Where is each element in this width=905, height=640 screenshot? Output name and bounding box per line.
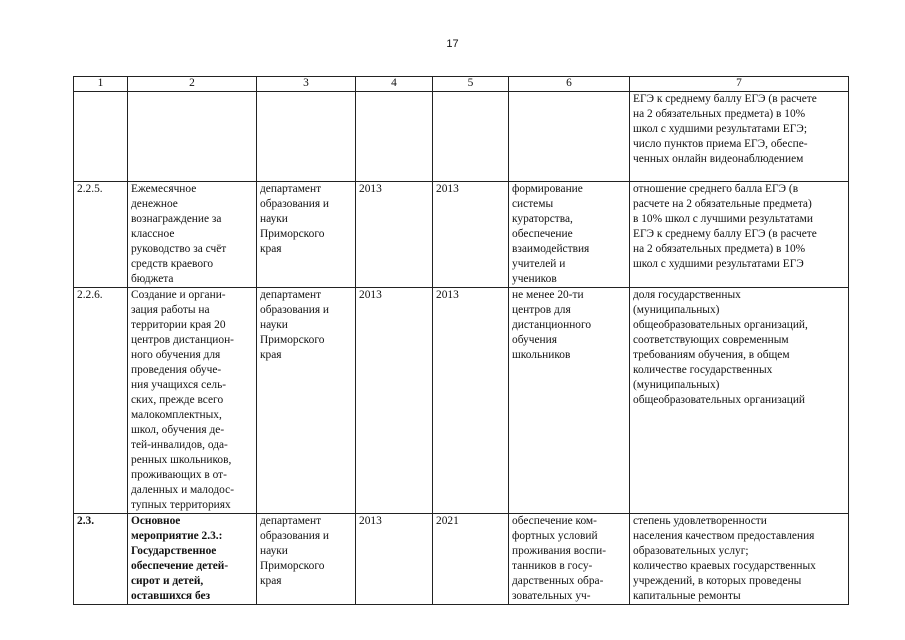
activity-name-cell — [128, 92, 257, 182]
table-row-2-3 — [74, 514, 849, 605]
table-row-2-2-6 — [74, 288, 849, 514]
activity-name-cell: Ежемесячное денежное вознаграждение за классное руководство за счёт средств краевого бюджета — [128, 182, 257, 288]
row-number-cell: 2.2.5. — [74, 182, 128, 288]
page-number: 17 — [446, 38, 459, 50]
indicator-cell: отношение среднего балла ЕГЭ (в расчете на 2 обязательные предмета) в 10% школ с лучшими результатами ЕГЭ к среднему баллу ЕГЭ (в расчете на 2 обязательных предмета) в 10% школ с худшими результатами ЕГЭ — [630, 182, 849, 288]
start-year-cell: 2013 — [356, 288, 433, 514]
column-header-5: 5 — [433, 77, 509, 92]
activity-name-cell: Основное мероприятие 2.3.: Государственное обеспечение детей- сирот и детей, оставшихся без — [128, 514, 257, 605]
executor-cell: департамент образования и науки Приморского края — [257, 514, 356, 605]
start-year-cell: 2013 — [356, 182, 433, 288]
row-number-cell — [74, 92, 128, 182]
column-header-1: 1 — [74, 77, 128, 92]
column-header-2: 2 — [128, 77, 257, 92]
expected-result-cell: формирование системы кураторства, обеспечение взаимодействия учителей и учеников — [509, 182, 630, 288]
indicator-cell: доля государственных (муниципальных) общеобразовательных организаций, соответствующих современным требованиям обучения, в общем количестве государственных (муниципальных) общеобразовательных организаций — [630, 288, 849, 514]
expected-result-cell — [509, 92, 630, 182]
column-header-4: 4 — [356, 77, 433, 92]
activity-name-cell: Создание и органи- зация работы на территории края 20 центров дистанцион- ного обучения для проведения обуче- ния учащихся сель- ских, прежде всего малокомплектных, школ, обучения де- тей-инвалидов, ода- ренных школьников, проживающих в от- даленных и малодос- тупных территориях — [128, 288, 257, 514]
expected-result-cell: не менее 20-ти центров для дистанционного обучения школьников — [509, 288, 630, 514]
program-activities-table — [73, 76, 849, 605]
row-number-cell: 2.3. — [74, 514, 128, 605]
end-year-cell: 2013 — [433, 182, 509, 288]
column-header-7: 7 — [630, 77, 849, 92]
start-year-cell — [356, 92, 433, 182]
table-row-2-2-5 — [74, 182, 849, 288]
executor-cell — [257, 92, 356, 182]
table-row-continuation — [74, 92, 849, 182]
expected-result-cell: обеспечение ком- фортных условий проживания воспи- танников в госу- дарственных обра- зовательных уч- — [509, 514, 630, 605]
column-header-6: 6 — [509, 77, 630, 92]
executor-cell: департамент образования и науки Приморского края — [257, 182, 356, 288]
executor-cell: департамент образования и науки Приморского края — [257, 288, 356, 514]
column-header-3: 3 — [257, 77, 356, 92]
end-year-cell: 2021 — [433, 514, 509, 605]
indicator-cell: ЕГЭ к среднему баллу ЕГЭ (в расчете на 2 обязательных предмета) в 10% школ с худшими результатами ЕГЭ; число пунктов приема ЕГЭ, обеспе- ченных онлайн видеонаблюдением — [630, 92, 849, 182]
start-year-cell: 2013 — [356, 514, 433, 605]
end-year-cell: 2013 — [433, 288, 509, 514]
row-number-cell: 2.2.6. — [74, 288, 128, 514]
table-header-row — [74, 77, 849, 92]
indicator-cell: степень удовлетворенности населения качеством предоставления образовательных услуг; количество краевых государственных учреждений, в которых проведены капитальные ремонты — [630, 514, 849, 605]
end-year-cell — [433, 92, 509, 182]
